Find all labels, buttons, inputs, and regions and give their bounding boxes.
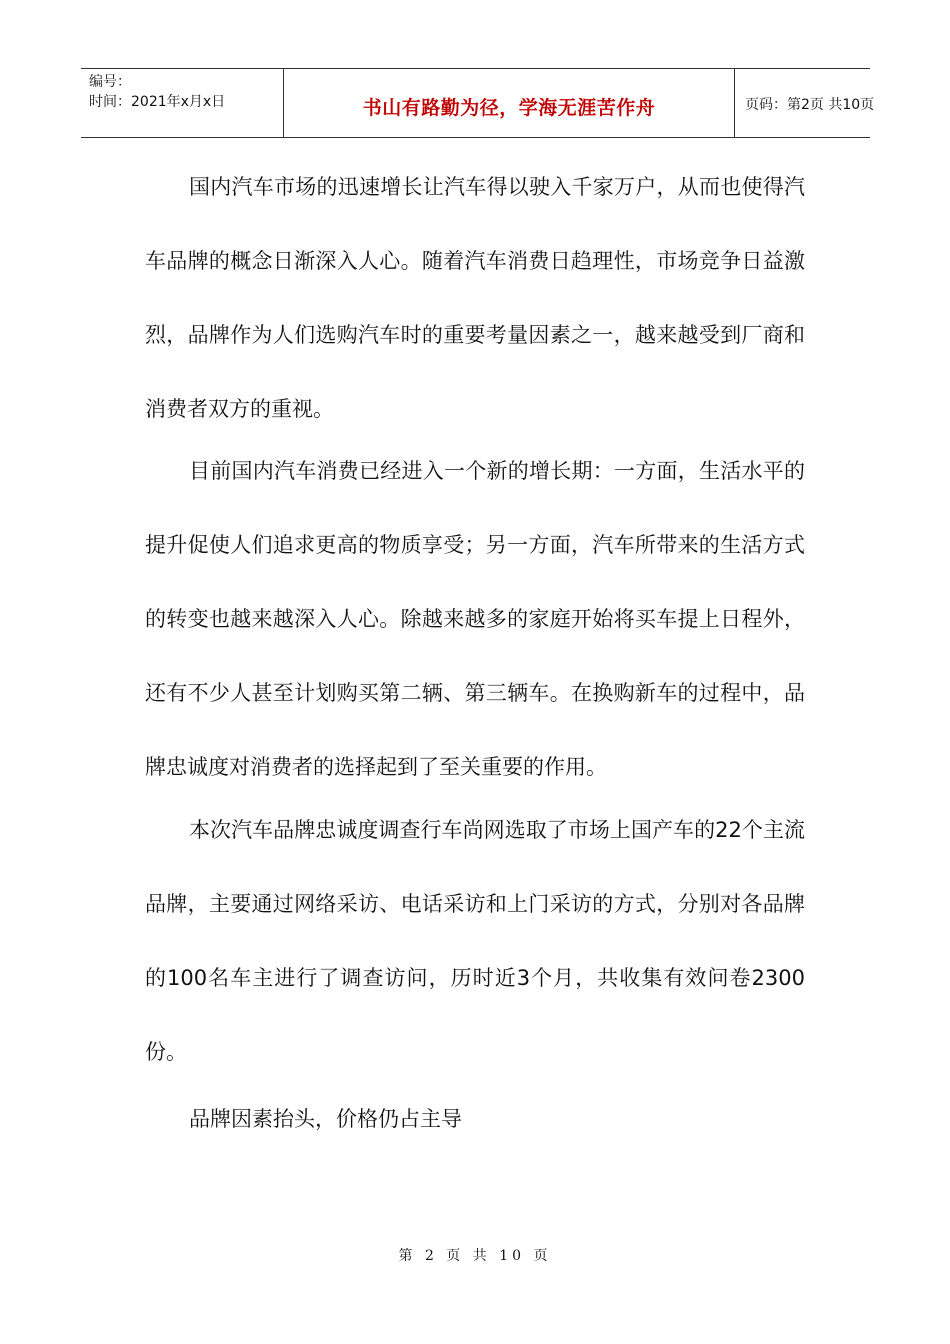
section-heading: 品牌因素抬头，价格仍占主导 (189, 1107, 462, 1131)
paragraph-2: 目前国内汽车消费已经进入一个新的增长期：一方面，生活水平的提升促使人们追求更高的物质享受；另一方面，汽车所带来的生活方式的转变也越来越深入人心。除越来越多的家庭开始将买车提上日程外，还有不少人甚至计划购买第二辆、第三辆车。在换购新车的过程中，品牌忠诚度对消费者的选择起到了至关重要的作用。 (145, 459, 805, 779)
page-footer: 第 2 页 共 10 页 (398, 1248, 552, 1264)
paragraph-1: 国内汽车市场的迅速增长让汽车得以驶入千家万户，从而也使得汽车品牌的概念日渐深入人心。随着汽车消费日趋理性，市场竞争日益激烈，品牌作为人们选购汽车时的重要考量因素之一，越来越受到厂商和消费者双方的重视。 (145, 175, 805, 421)
document-date-label: 时间：2021年x月x日 (89, 94, 226, 110)
header-motto-cell (283, 69, 735, 137)
header-meta-cell (81, 69, 283, 137)
header-page-info: 页码：第2页 共10页 (745, 97, 875, 113)
paragraph-3: 本次汽车品牌忠诚度调查行车尚网选取了市场上国产车的22个主流品牌，主要通过网络采访、电话采访和上门采访的方式，分别对各品牌的100名车主进行了调查访问，历时近3个月，共收集有效问卷2300份。 (145, 818, 805, 1064)
document-number-label: 编号： (89, 74, 131, 90)
document-header (81, 68, 875, 138)
header-motto: 书山有路勤为径，学海无涯苦作舟 (362, 97, 656, 119)
header-page-cell (735, 69, 875, 137)
